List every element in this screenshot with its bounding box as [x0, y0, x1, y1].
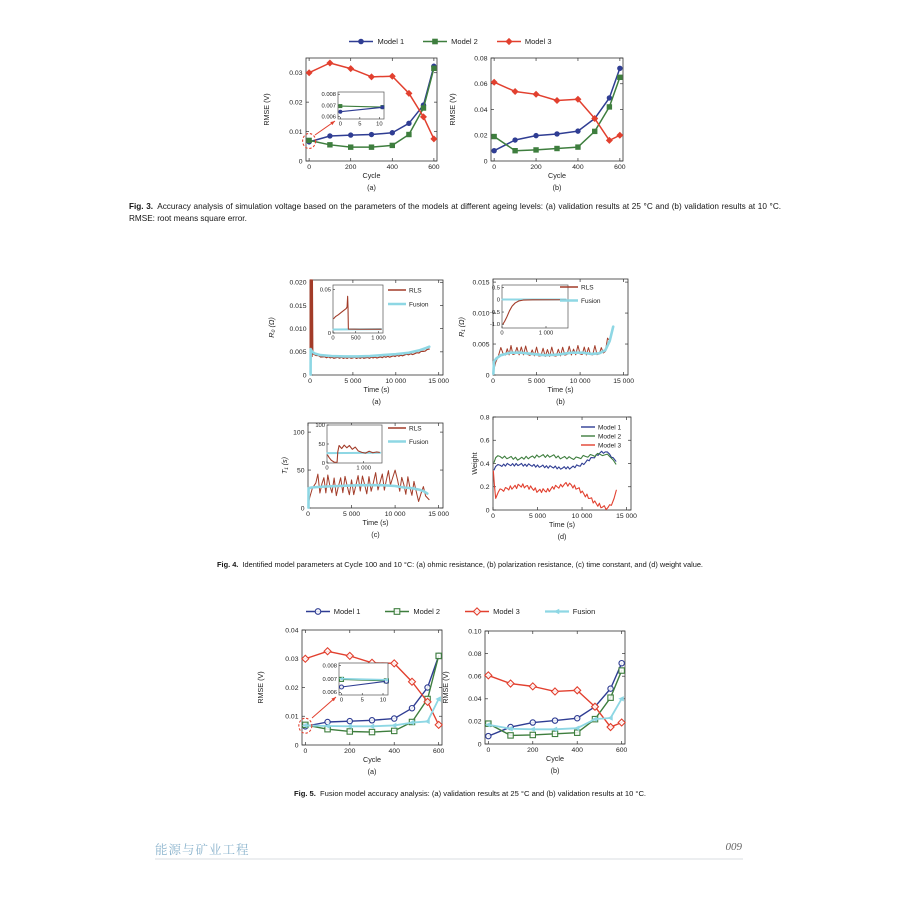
svg-text:0.10: 0.10 [468, 628, 482, 636]
fig3-subplot-a-chart [250, 50, 462, 197]
svg-text:-0.5: -0.5 [490, 309, 500, 316]
legend-label: Model 3 [493, 607, 520, 616]
svg-text:1 000: 1 000 [356, 465, 371, 472]
svg-text:0: 0 [338, 121, 342, 128]
svg-text:0: 0 [331, 335, 335, 342]
svg-text:0.005: 0.005 [289, 349, 307, 357]
svg-text:0.4: 0.4 [480, 460, 490, 468]
legend-label: Model 3 [524, 37, 552, 46]
svg-text:0.06: 0.06 [468, 673, 482, 681]
svg-text:0.02: 0.02 [285, 684, 299, 692]
svg-text:400: 400 [386, 164, 398, 171]
svg-text:0.06: 0.06 [474, 81, 488, 89]
fig3-legend [150, 37, 750, 46]
fig5-caption [160, 788, 780, 799]
svg-text:15 000: 15 000 [613, 378, 635, 385]
svg-text:0: 0 [485, 372, 490, 380]
legend-marker-square-open [384, 607, 410, 616]
svg-text:0: 0 [492, 164, 497, 171]
svg-text:0.04: 0.04 [285, 627, 299, 635]
svg-text:(a): (a) [372, 397, 381, 406]
svg-text:0: 0 [327, 330, 331, 337]
svg-text:1 000: 1 000 [538, 330, 554, 337]
legend-marker-square [422, 37, 448, 46]
legend-label: Fusion [572, 607, 596, 616]
svg-text:0: 0 [302, 372, 307, 380]
fig5-legend [150, 607, 750, 616]
fig4-caption-text: Identified model parameters at Cycle 100 and 10 °C: (a) ohmic resistance, (b) polarization resistance, (c) time constant, and (d) weight value. [242, 560, 703, 569]
svg-text:5 000: 5 000 [529, 513, 547, 520]
svg-text:RLS: RLS [581, 284, 594, 292]
svg-text:(b): (b) [552, 183, 562, 192]
svg-text:Model 2: Model 2 [598, 433, 622, 441]
svg-text:RMSE (V): RMSE (V) [256, 671, 265, 704]
svg-text:600: 600 [432, 748, 445, 755]
svg-text:200: 200 [527, 747, 539, 754]
svg-text:0: 0 [496, 297, 500, 304]
svg-text:0.02: 0.02 [474, 132, 488, 140]
svg-text:5 000: 5 000 [343, 511, 361, 518]
svg-text:Cycle: Cycle [363, 755, 381, 764]
fig3-subplot-b-chart [435, 50, 647, 197]
svg-text:10 000: 10 000 [384, 511, 406, 518]
fig3-caption-text: Accuracy analysis of simulation voltage based on the parameters of the models at different ageing levels: (a) validation results at 25 °C and (b) validation results at 10 °C. RMSE: root means square error. [129, 202, 782, 223]
svg-text:-1.0: -1.0 [490, 322, 500, 329]
svg-text:0.02: 0.02 [468, 718, 482, 726]
svg-text:0.01: 0.01 [289, 128, 303, 136]
svg-text:Cycle: Cycle [548, 171, 566, 180]
svg-text:(d): (d) [557, 532, 567, 541]
svg-text:200: 200 [530, 164, 542, 171]
svg-text:RLS: RLS [409, 287, 422, 295]
svg-text:Model 3: Model 3 [598, 442, 622, 450]
journal-name: 能源与矿业工程 [155, 843, 250, 857]
svg-text:0.008: 0.008 [322, 663, 337, 670]
svg-text:600: 600 [615, 747, 628, 754]
svg-text:200: 200 [345, 164, 357, 171]
svg-text:0.010: 0.010 [289, 325, 307, 333]
svg-text:0.08: 0.08 [474, 55, 488, 63]
legend-label: Model 1 [333, 607, 361, 616]
legend-marker-diamond [496, 37, 522, 46]
legend-item-model-2 [422, 37, 478, 46]
svg-text:0: 0 [500, 330, 504, 337]
svg-text:RMSE (V): RMSE (V) [262, 93, 271, 126]
fig3-caption-label: Fig. 3. [129, 202, 154, 211]
svg-text:0: 0 [294, 742, 299, 750]
svg-text:0.04: 0.04 [474, 106, 488, 114]
svg-text:Time (s): Time (s) [547, 385, 574, 394]
svg-text:0: 0 [308, 378, 312, 385]
svg-text:R₀ (Ω): R₀ (Ω) [267, 317, 276, 338]
page-footer-rule [155, 858, 743, 860]
legend-item-fusion [544, 607, 596, 616]
svg-text:5: 5 [358, 121, 362, 128]
svg-text:(a): (a) [367, 183, 376, 192]
legend-label: Model 2 [451, 37, 478, 46]
svg-text:0: 0 [307, 164, 312, 171]
svg-text:Fusion: Fusion [581, 297, 601, 305]
svg-text:10 000: 10 000 [385, 378, 407, 385]
svg-text:0.015: 0.015 [472, 279, 490, 287]
svg-text:0: 0 [339, 697, 344, 704]
svg-text:0.006: 0.006 [321, 114, 336, 121]
fig4-caption-label: Fig. 4. [217, 560, 239, 569]
svg-text:0.008: 0.008 [321, 92, 336, 99]
svg-text:RMSE (V): RMSE (V) [448, 93, 457, 126]
svg-text:(c): (c) [371, 530, 380, 539]
svg-text:0: 0 [300, 505, 305, 513]
svg-text:0: 0 [325, 465, 329, 472]
svg-text:0.5: 0.5 [491, 285, 500, 292]
svg-text:0.04: 0.04 [468, 696, 482, 704]
svg-text:400: 400 [572, 164, 584, 171]
svg-text:50: 50 [318, 441, 325, 448]
fig3-caption [129, 201, 781, 225]
svg-text:Cycle: Cycle [362, 171, 381, 180]
svg-text:10: 10 [379, 697, 387, 704]
svg-text:0.015: 0.015 [289, 302, 307, 310]
svg-text:T₁ (s): T₁ (s) [280, 456, 289, 475]
svg-text:10 000: 10 000 [571, 513, 593, 520]
svg-text:0.005: 0.005 [472, 341, 490, 349]
svg-text:400: 400 [388, 748, 400, 755]
svg-text:Fusion: Fusion [409, 301, 429, 309]
legend-marker-tri [544, 607, 570, 616]
svg-text:0.08: 0.08 [468, 650, 482, 658]
svg-text:0: 0 [306, 511, 310, 518]
svg-text:0: 0 [321, 460, 325, 467]
svg-text:0.020: 0.020 [289, 279, 307, 287]
svg-text:0: 0 [485, 507, 490, 515]
legend-item-model-2 [384, 607, 440, 616]
svg-text:Cycle: Cycle [546, 754, 564, 763]
svg-text:0: 0 [491, 378, 495, 385]
svg-text:Time (s): Time (s) [362, 518, 389, 527]
fig4-caption [150, 560, 770, 571]
svg-text:5 000: 5 000 [528, 378, 546, 385]
svg-text:(a): (a) [367, 767, 377, 776]
legend-marker-circle [348, 37, 374, 46]
svg-text:10 000: 10 000 [569, 378, 591, 385]
svg-text:0.006: 0.006 [322, 690, 337, 697]
svg-text:0: 0 [298, 158, 303, 166]
svg-text:0.8: 0.8 [480, 414, 490, 422]
svg-text:400: 400 [571, 747, 583, 754]
svg-text:200: 200 [344, 748, 356, 755]
svg-text:(b): (b) [556, 397, 565, 406]
legend-item-model-3 [464, 607, 520, 616]
svg-text:0.007: 0.007 [322, 676, 337, 683]
legend-item-model-1 [348, 37, 404, 46]
svg-text:0.01: 0.01 [285, 713, 299, 721]
svg-text:600: 600 [614, 164, 626, 171]
svg-text:10: 10 [376, 121, 383, 128]
svg-text:0.02: 0.02 [289, 99, 303, 107]
page-number: 009 [725, 841, 742, 853]
svg-text:5: 5 [360, 697, 364, 704]
svg-text:0: 0 [477, 741, 482, 749]
fig4-subplot-a-chart [252, 270, 464, 413]
svg-text:600: 600 [428, 164, 440, 171]
svg-text:1 000: 1 000 [371, 335, 386, 342]
svg-text:15 000: 15 000 [616, 513, 637, 520]
fig4-subplot-d-chart [435, 413, 649, 553]
svg-text:0: 0 [486, 747, 491, 754]
svg-text:15 000: 15 000 [428, 511, 450, 518]
svg-text:0.05: 0.05 [319, 287, 331, 294]
legend-marker-diamond-open [464, 607, 490, 616]
svg-text:15 000: 15 000 [428, 378, 450, 385]
legend-item-model-1 [305, 607, 361, 616]
svg-text:(b): (b) [550, 766, 560, 775]
svg-text:0.010: 0.010 [472, 310, 490, 318]
svg-text:100: 100 [315, 422, 325, 429]
svg-text:0: 0 [491, 513, 495, 520]
svg-text:0.2: 0.2 [480, 484, 490, 492]
fig4-subplot-b-chart [435, 270, 649, 413]
legend-label: Model 2 [413, 607, 441, 616]
svg-text:RMSE (V): RMSE (V) [441, 671, 450, 704]
svg-text:R₁ (Ω): R₁ (Ω) [457, 317, 466, 337]
svg-text:Time (s): Time (s) [548, 520, 576, 529]
svg-text:0.007: 0.007 [321, 103, 336, 110]
legend-item-model-3 [496, 37, 552, 46]
svg-text:0.03: 0.03 [285, 656, 299, 664]
svg-text:50: 50 [296, 467, 305, 475]
svg-text:0: 0 [303, 748, 308, 755]
svg-text:0: 0 [483, 158, 488, 166]
svg-text:RLS: RLS [409, 425, 422, 433]
svg-text:100: 100 [293, 429, 305, 437]
legend-marker-circle-open [305, 607, 331, 616]
fig5-subplot-b-chart [428, 618, 644, 785]
fig4-subplot-c-chart [252, 413, 464, 553]
svg-text:Time (s): Time (s) [363, 385, 390, 394]
fig5-caption-text: Fusion model accuracy analysis: (a) validation results at 25 °C and (b) validation results at 10 °C. [320, 789, 647, 798]
svg-text:Model 1: Model 1 [598, 424, 622, 432]
legend-label: Model 1 [377, 37, 405, 46]
fig5-caption-label: Fig. 5. [293, 789, 316, 798]
svg-text:Fusion: Fusion [409, 438, 429, 446]
svg-text:500: 500 [350, 335, 361, 342]
svg-text:Weight: Weight [470, 452, 479, 475]
svg-text:0.6: 0.6 [480, 437, 490, 445]
svg-text:0.03: 0.03 [289, 70, 303, 78]
svg-text:5 000: 5 000 [344, 378, 362, 385]
